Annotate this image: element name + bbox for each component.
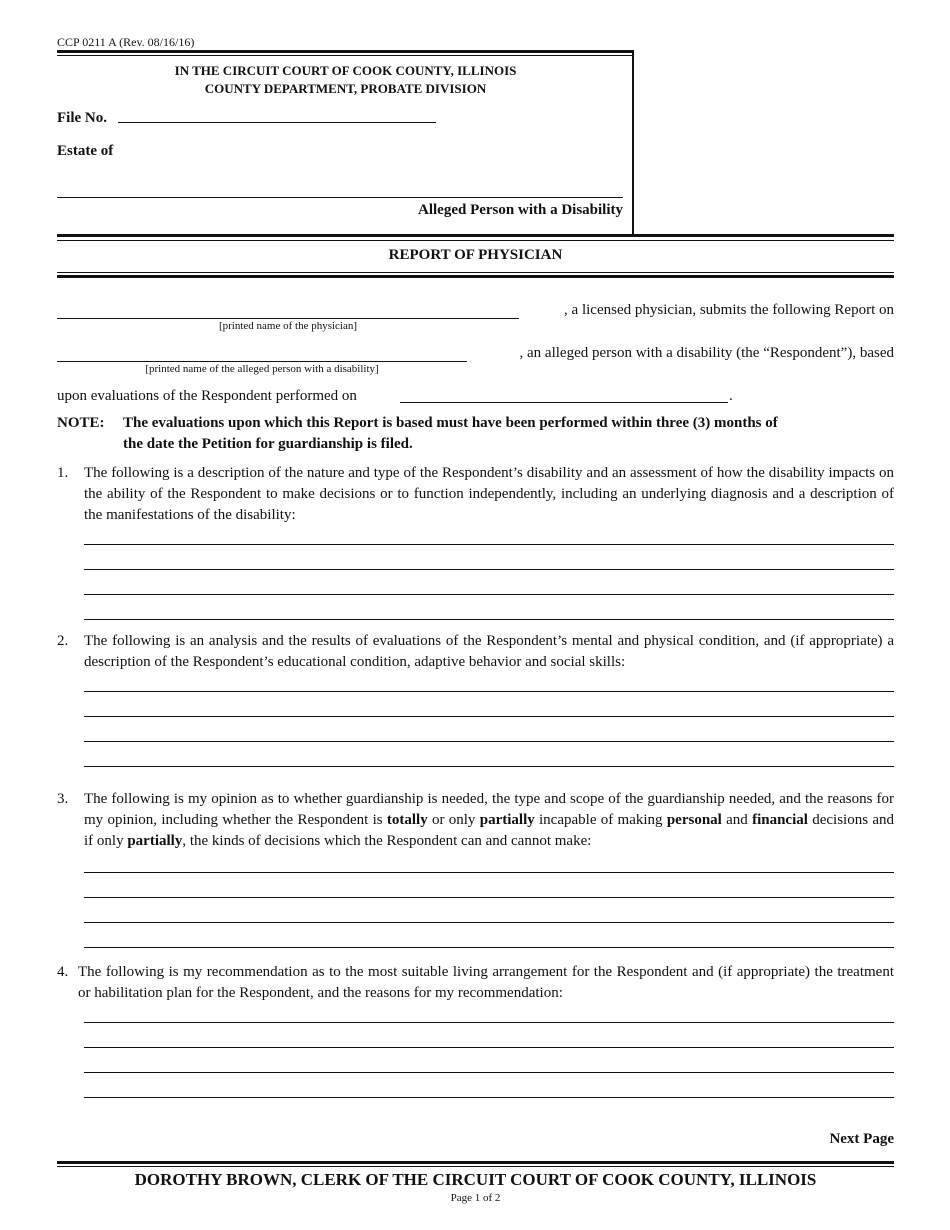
note-line-1: The evaluations upon which this Report is based must have been performed within three (3) months of bbox=[123, 415, 778, 431]
report-title: REPORT OF PHYSICIAN bbox=[388, 247, 563, 263]
item-3-emphasis: partially bbox=[479, 812, 535, 828]
court-line-2: COUNTY DEPARTMENT, PROBATE DIVISION bbox=[204, 81, 487, 96]
form-id: CCP 0211 A (Rev. 08/16/16) bbox=[57, 35, 195, 49]
footer-rule bbox=[57, 1161, 894, 1164]
item-3-emphasis: financial bbox=[752, 812, 808, 828]
caption-top-rule-thin bbox=[57, 55, 634, 56]
physician-name-field[interactable] bbox=[57, 318, 519, 319]
item-1-number: 1. bbox=[57, 465, 69, 481]
item-3-seg: , the kinds of decisions which the Respondent can and cannot make: bbox=[182, 833, 592, 849]
footer-clerk: DOROTHY BROWN, CLERK OF THE CIRCUIT COURT OF COOK COUNTY, ILLINOIS bbox=[134, 1170, 817, 1189]
item-3-seg: and bbox=[721, 812, 753, 828]
physician-caption: [printed name of the physician] bbox=[218, 320, 358, 332]
file-no-field[interactable] bbox=[118, 122, 436, 123]
respondent-suffix: , an alleged person with a disability (the “Respondent”), based bbox=[519, 345, 894, 361]
next-page-label: Next Page bbox=[829, 1131, 894, 1147]
evaluation-prefix: upon evaluations of the Respondent performed on bbox=[57, 388, 357, 404]
item-4-answer-line[interactable] bbox=[84, 1072, 894, 1073]
note-text bbox=[123, 413, 894, 455]
item-3-answer-line[interactable] bbox=[84, 872, 894, 873]
item-4-number: 4. bbox=[57, 964, 69, 980]
physician-suffix: , a licensed physician, submits the following Report on bbox=[564, 302, 894, 318]
item-2-number: 2. bbox=[57, 633, 69, 649]
item-2-text: The following is an analysis and the results of evaluations of the Respondent’s mental and physical condition, and (if appropriate) a description of the Respondent’s educational condition, adaptive behavior and social skills: bbox=[84, 633, 894, 670]
item-3-text bbox=[84, 789, 894, 852]
item-2-answer-line[interactable] bbox=[84, 691, 894, 692]
item-2-answer-line[interactable] bbox=[84, 716, 894, 717]
item-1-answer-line[interactable] bbox=[84, 569, 894, 570]
footer-rule-thin bbox=[57, 1166, 894, 1167]
respondent-name-field[interactable] bbox=[57, 361, 467, 362]
title-top-rule-thin bbox=[57, 240, 894, 241]
court-line-1: IN THE CIRCUIT COURT OF COOK COUNTY, ILLINOIS bbox=[174, 63, 517, 78]
item-4-answer-line[interactable] bbox=[84, 1097, 894, 1098]
note-line-2: the date the Petition for guardianship is filed. bbox=[123, 436, 413, 452]
item-1-answer-line[interactable] bbox=[84, 619, 894, 620]
item-4-answer-line[interactable] bbox=[84, 1047, 894, 1048]
item-3-answer-line[interactable] bbox=[84, 897, 894, 898]
evaluation-date-field[interactable] bbox=[400, 402, 728, 403]
item-3-seg: or only bbox=[427, 812, 480, 828]
title-bottom-rule bbox=[57, 275, 894, 278]
item-3-seg: The following is my opinion as to whether guardianship is needed, the type and scope of the guardianship needed, and the reasons for my opinion, including whether the Respondent is bbox=[84, 791, 894, 828]
item-2-answer-line[interactable] bbox=[84, 766, 894, 767]
note-label: NOTE: bbox=[57, 415, 105, 431]
item-1-answer-line[interactable] bbox=[84, 544, 894, 545]
item-3-answer-line[interactable] bbox=[84, 947, 894, 948]
item-2-answer-line[interactable] bbox=[84, 741, 894, 742]
respondent-caption: [printed name of the alleged person with a disability] bbox=[145, 363, 379, 375]
footer-page-number: Page 1 of 2 bbox=[450, 1192, 501, 1204]
caption-top-rule bbox=[57, 50, 634, 53]
item-3-number: 3. bbox=[57, 791, 69, 807]
court-heading bbox=[57, 62, 634, 98]
item-4-answer-line[interactable] bbox=[84, 1022, 894, 1023]
item-3-emphasis: totally bbox=[386, 812, 428, 828]
item-3-emphasis: partially bbox=[127, 833, 183, 849]
title-bottom-rule-thin bbox=[57, 272, 894, 273]
item-1-text: The following is a description of the nature and type of the Respondent’s disability and an assessment of how the disability impacts on the ability of the Respondent to make decisions or to function independently, including an underlying diagnosis and a description of the manifestations of the disability: bbox=[84, 465, 894, 523]
item-3-seg: incapable of making bbox=[534, 812, 667, 828]
item-1-answer-line[interactable] bbox=[84, 594, 894, 595]
alleged-person-label: Alleged Person with a Disability bbox=[418, 202, 623, 218]
item-4-text: The following is my recommendation as to the most suitable living arrangement for the Respondent and (if appropriate) the treatment or habilitation plan for the Respondent, and the reasons for my recommendation: bbox=[78, 964, 894, 1001]
item-3-emphasis: personal bbox=[666, 812, 722, 828]
estate-of-label: Estate of bbox=[57, 143, 114, 159]
title-top-rule bbox=[57, 234, 894, 237]
item-3-answer-line[interactable] bbox=[84, 922, 894, 923]
item-3-seg: decisions and if only bbox=[84, 812, 894, 849]
file-no-label: File No. bbox=[57, 110, 107, 126]
evaluation-suffix: . bbox=[729, 388, 733, 404]
estate-name-field[interactable] bbox=[57, 197, 623, 198]
